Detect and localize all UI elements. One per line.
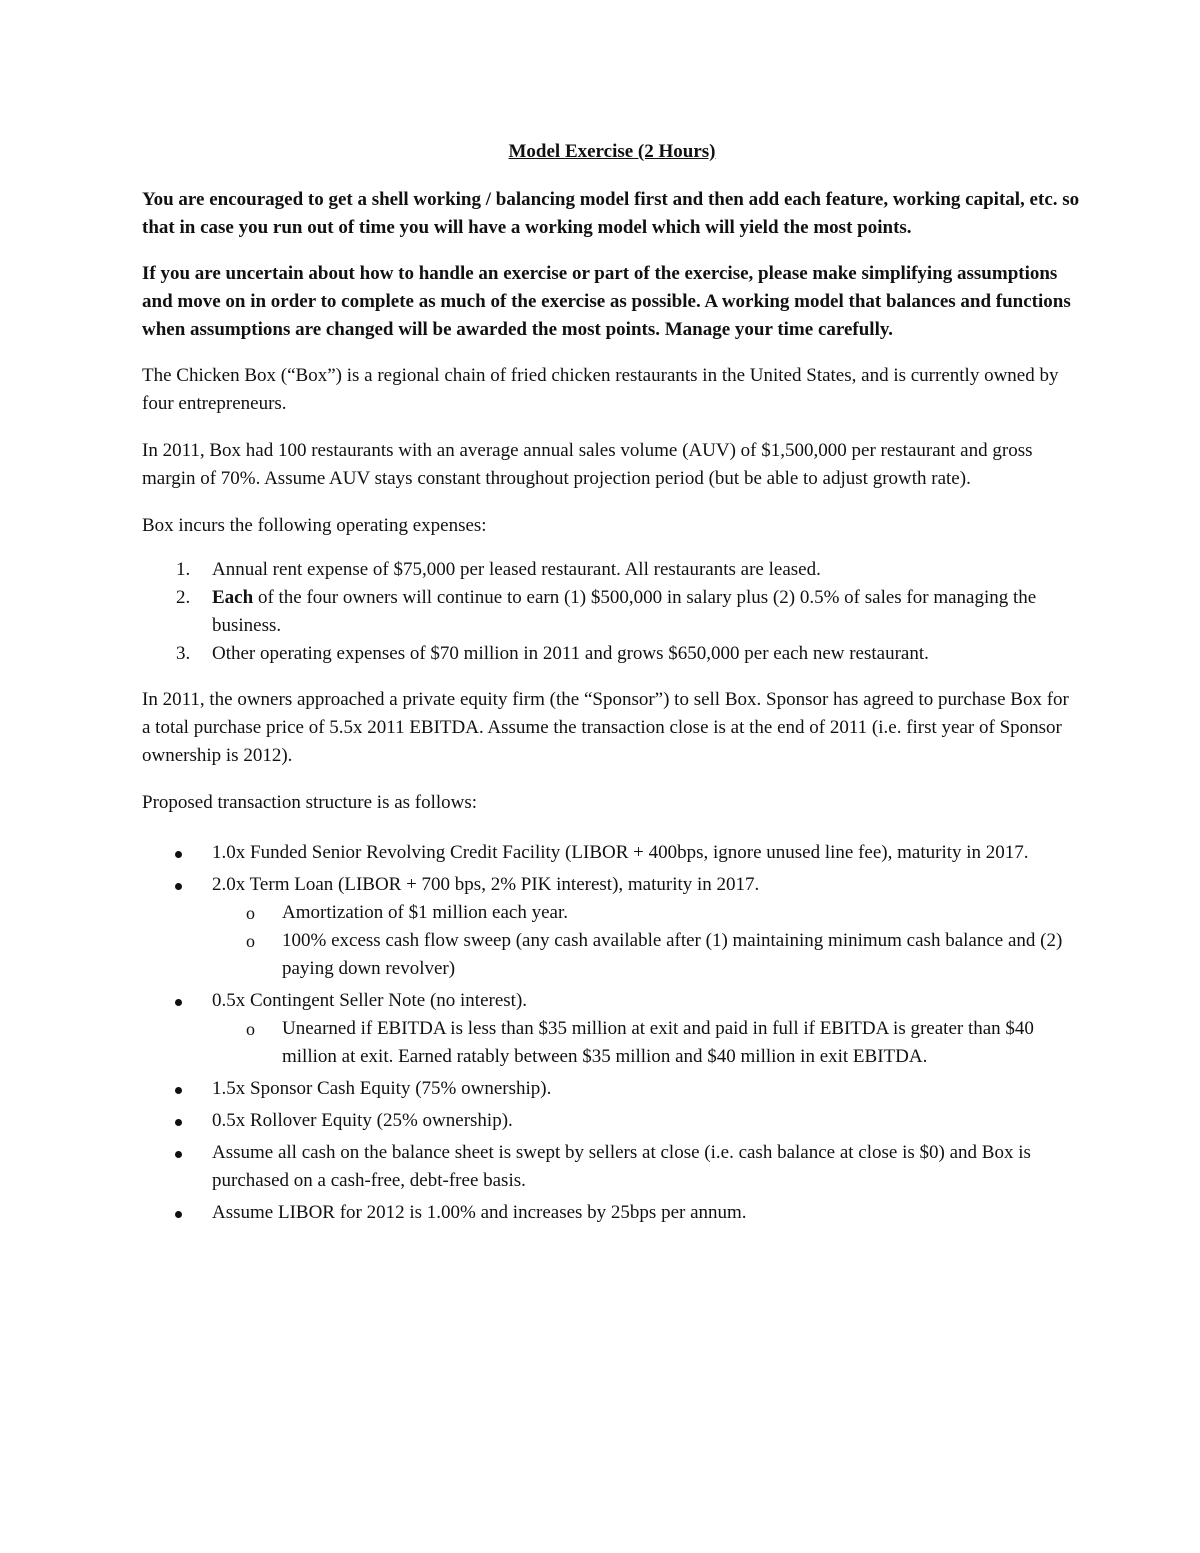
sub-list-item: o Amortization of $1 million each year.	[212, 899, 1082, 927]
expense-text: Other operating expenses of $70 million in 2011 and grows $650,000 per each new restaurant.	[212, 643, 929, 664]
bullet-icon	[175, 851, 182, 858]
sub-list-item: o Unearned if EBITDA is less than $35 million at exit and paid in full if EBITDA is greater than $40 million at exit. Earned ratably between $35 million and $40 million in exit EBITDA.	[212, 1015, 1082, 1071]
bullet-icon	[175, 1087, 182, 1094]
structure-item-rollover-equity: 0.5x Rollover Equity (25% ownership).	[142, 1107, 1082, 1135]
structure-item-seller-note: 0.5x Contingent Seller Note (no interest). o Unearned if EBITDA is less than $35 million at exit and paid in full if EBITDA is greater than $40 million at exit. Earned ratably between $35 million and $40 million in exit EBITDA.	[142, 987, 1082, 1071]
bullet-icon	[175, 1211, 182, 1218]
list-number: 2.	[176, 587, 191, 608]
company-description: The Chicken Box (“Box”) is a regional chain of fried chicken restaurants in the United States, and is currently owned by four entrepreneurs.	[142, 365, 1059, 414]
sales-description: In 2011, Box had 100 restaurants with an average annual sales volume (AUV) of $1,500,000 per restaurant and gross margin of 70%. Assume AUV stays constant throughout projection period (but be able to adjust growth rate).	[142, 440, 1033, 489]
structure-intro: Proposed transaction structure is as follows:	[142, 792, 478, 813]
bullet-icon	[175, 1151, 182, 1158]
expense-text: Annual rent expense of $75,000 per leased restaurant. All restaurants are leased.	[212, 559, 821, 580]
document-page	[142, 138, 1082, 1231]
sub-list-item: o 100% excess cash flow sweep (any cash available after (1) maintaining minimum cash balance and (2) paying down revolver)	[212, 927, 1082, 983]
structure-item-libor-assumption: Assume LIBOR for 2012 is 1.00% and increases by 25bps per annum.	[142, 1199, 1082, 1227]
structure-item-cash-assumption: Assume all cash on the balance sheet is swept by sellers at close (i.e. cash balance at close is $0) and Box is purchased on a cash-free, debt-free basis.	[142, 1139, 1082, 1195]
structure-list	[142, 839, 1082, 1227]
page-title: Model Exercise (2 Hours)	[508, 141, 716, 162]
list-number: 3.	[176, 643, 191, 664]
term-loan-details	[212, 899, 1082, 983]
expense-item	[142, 584, 1082, 640]
transaction-description: In 2011, the owners approached a private equity firm (the “Sponsor”) to sell Box. Sponsor has agreed to purchase Box for a total purchase price of 5.5x 2011 EBITDA. Assume the transaction close is at the end of 2011 (i.e. first year of Sponsor ownership is 2012).	[142, 689, 1069, 766]
expense-text: of the four owners will continue to earn (1) $500,000 in salary plus (2) 0.5% of sales for managing the business.	[212, 587, 1037, 636]
expense-emphasis: Each	[212, 587, 254, 608]
list-number: 1.	[176, 559, 191, 580]
structure-item-term-loan: 2.0x Term Loan (LIBOR + 700 bps, 2% PIK interest), maturity in 2017. o Amortization of $1 million each year. o 100% excess cash flow sweep (any cash available after (1) maintaining minimum cash balance and (2) paying down revolver)	[142, 871, 1082, 983]
circle-bullet-icon: o	[246, 903, 255, 923]
structure-item-revolver: 1.0x Funded Senior Revolving Credit Facility (LIBOR + 400bps, ignore unused line fee), maturity in 2017.	[142, 839, 1082, 867]
seller-note-details	[212, 1015, 1082, 1071]
intro-instructions: You are encouraged to get a shell working / balancing model first and then add each feature, working capital, etc. so that in case you run out of time you will have a working model which will yield the most points.	[142, 189, 1080, 238]
expense-item	[142, 640, 1082, 668]
bullet-icon	[175, 1119, 182, 1126]
expense-list	[142, 556, 1082, 668]
intro-guidance: If you are uncertain about how to handle an exercise or part of the exercise, please make simplifying assumptions and move on in order to complete as much of the exercise as possible. A working model that balances and functions when assumptions are changed will be awarded the most points. Manage your time carefully.	[142, 263, 1071, 340]
structure-item-sponsor-equity: 1.5x Sponsor Cash Equity (75% ownership).	[142, 1075, 1082, 1103]
bullet-icon	[175, 999, 182, 1006]
circle-bullet-icon: o	[246, 1019, 255, 1039]
circle-bullet-icon: o	[246, 931, 255, 951]
expense-item	[142, 556, 1082, 584]
bullet-icon	[175, 883, 182, 890]
expenses-intro: Box incurs the following operating expenses:	[142, 515, 487, 536]
